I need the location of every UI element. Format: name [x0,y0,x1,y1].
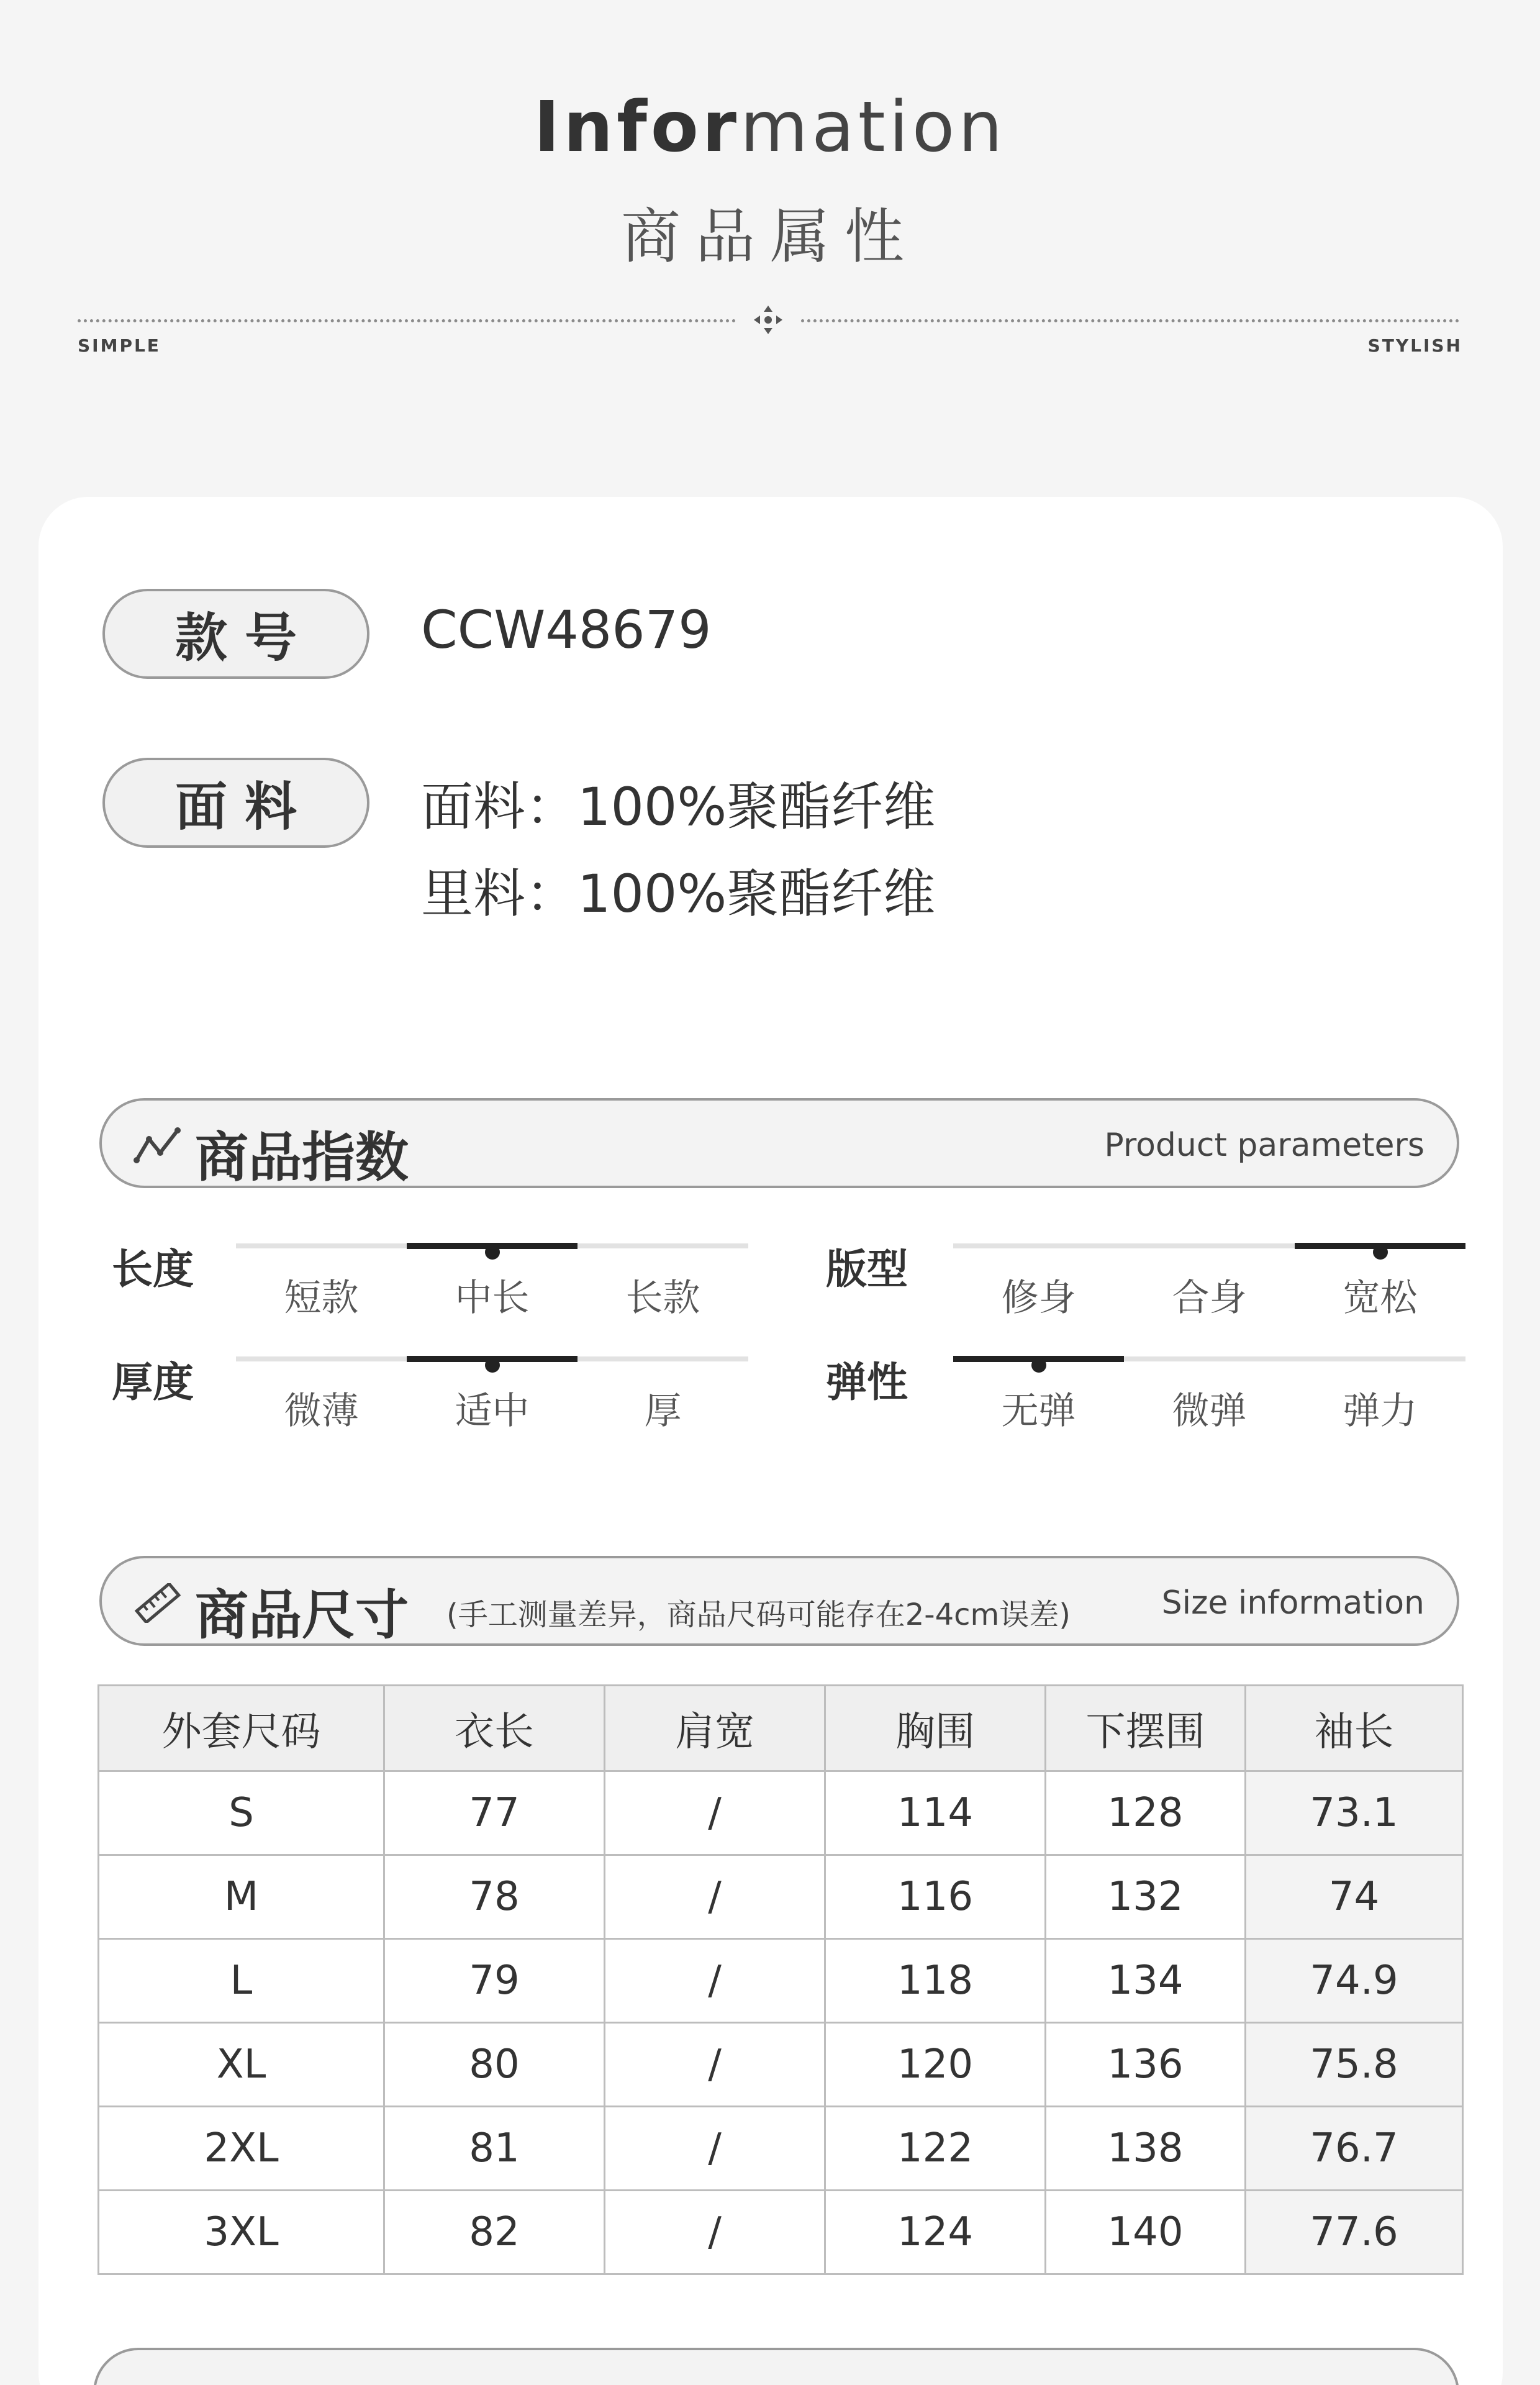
style-number-label: 款号 [102,589,369,679]
table-cell: 116 [825,1855,1046,1939]
params-title: 商品指数 [195,1127,409,1189]
table-cell: 128 [1046,1771,1246,1855]
header-size: 外套尺码 [99,1686,384,1771]
header-shoulder: 肩宽 [605,1686,825,1771]
title-rest: mation [740,87,1007,168]
tag-simple: SIMPLE [78,335,161,356]
table-cell: 118 [825,1939,1046,2023]
table-cell: 73.1 [1246,1771,1463,1855]
table-cell: XL [99,2023,384,2107]
param-option: 长款 [625,1276,700,1320]
table-cell: / [605,1855,825,1939]
table-cell: M [99,1855,384,1939]
fabric-outer: 面料：100%聚酯纤维 [421,776,936,837]
param-label: 长度 [112,1245,194,1293]
param-scale-knob [1373,1245,1388,1260]
param-option: 微弹 [1172,1389,1247,1433]
param-option: 微薄 [284,1389,359,1433]
table-cell: 122 [825,2107,1046,2191]
table-cell: S [99,1771,384,1855]
params-banner [99,1098,1459,1188]
size-banner [99,1556,1459,1646]
table-cell: 114 [825,1771,1046,1855]
table-cell: 78 [384,1855,605,1939]
style-number-value: CCW48679 [421,599,712,660]
param-option: 合身 [1172,1276,1247,1320]
table-row [99,1939,1463,2023]
trend-line-icon [133,1125,183,1165]
page-subtitle: 商品属性 [621,202,919,271]
header-chest: 胸围 [825,1686,1046,1771]
param-label: 弹性 [826,1358,908,1406]
size-title-en: Size information [1161,1584,1424,1622]
table-cell: / [605,1771,825,1855]
title-bold: Infor [533,87,741,168]
param-scale-knob [485,1358,500,1373]
table-row [99,2023,1463,2107]
param-option: 厚 [644,1389,682,1433]
page-title [0,87,1540,168]
table-cell: / [605,2023,825,2107]
dotted-divider-right [801,319,1459,322]
table-cell: 132 [1046,1855,1246,1939]
table-cell: / [605,1939,825,2023]
param-option: 无弹 [1001,1389,1076,1433]
size-table-header [99,1686,1463,1771]
table-cell: 74.9 [1246,1939,1463,2023]
table-row [99,1855,1463,1939]
param-option: 短款 [284,1276,359,1320]
table-cell: 74 [1246,1855,1463,1939]
table-cell: 134 [1046,1939,1246,2023]
param-option: 弹力 [1343,1389,1418,1433]
table-row [99,2191,1463,2274]
table-cell: 81 [384,2107,605,2191]
model-info-banner [93,2348,1459,2385]
table-cell: 140 [1046,2191,1246,2274]
table-cell: 138 [1046,2107,1246,2191]
table-row [99,1771,1463,1855]
fabric-lining: 里料：100%聚酯纤维 [421,863,936,924]
table-cell: 80 [384,2023,605,2107]
param-scale-knob [485,1245,500,1260]
fabric-label: 面料 [102,758,369,848]
header-length: 衣长 [384,1686,605,1771]
table-cell: 2XL [99,2107,384,2191]
table-cell: 136 [1046,2023,1246,2107]
param-option: 中长 [455,1276,530,1320]
param-option: 修身 [1001,1276,1076,1320]
table-cell: 120 [825,2023,1046,2107]
ruler-icon [133,1583,183,1623]
params-title-en: Product parameters [1104,1127,1424,1164]
table-row [99,2107,1463,2191]
param-option: 宽松 [1343,1276,1418,1320]
size-table [97,1684,1464,2275]
header-hem: 下摆围 [1046,1686,1246,1771]
table-cell: L [99,1939,384,2023]
param-label: 版型 [826,1245,908,1293]
table-cell: 77.6 [1246,2191,1463,2274]
table-cell: 79 [384,1939,605,2023]
tag-stylish: STYLISH [1367,335,1462,356]
table-cell: / [605,2191,825,2274]
size-note: (手工测量差异，商品尺码可能存在2-4cm误差) [446,1597,1071,1632]
table-cell: 3XL [99,2191,384,2274]
dotted-divider-left [78,319,736,322]
size-title: 商品尺寸 [195,1584,409,1647]
table-cell: 82 [384,2191,605,2274]
table-cell: 75.8 [1246,2023,1463,2107]
table-cell: 77 [384,1771,605,1855]
table-cell: 76.7 [1246,2107,1463,2191]
table-cell: 124 [825,2191,1046,2274]
cross-arrows-icon [753,304,784,335]
param-option: 适中 [455,1389,530,1433]
param-scale-knob [1031,1358,1046,1373]
header-sleeve: 袖长 [1246,1686,1463,1771]
table-cell: / [605,2107,825,2191]
param-label: 厚度 [112,1358,194,1406]
